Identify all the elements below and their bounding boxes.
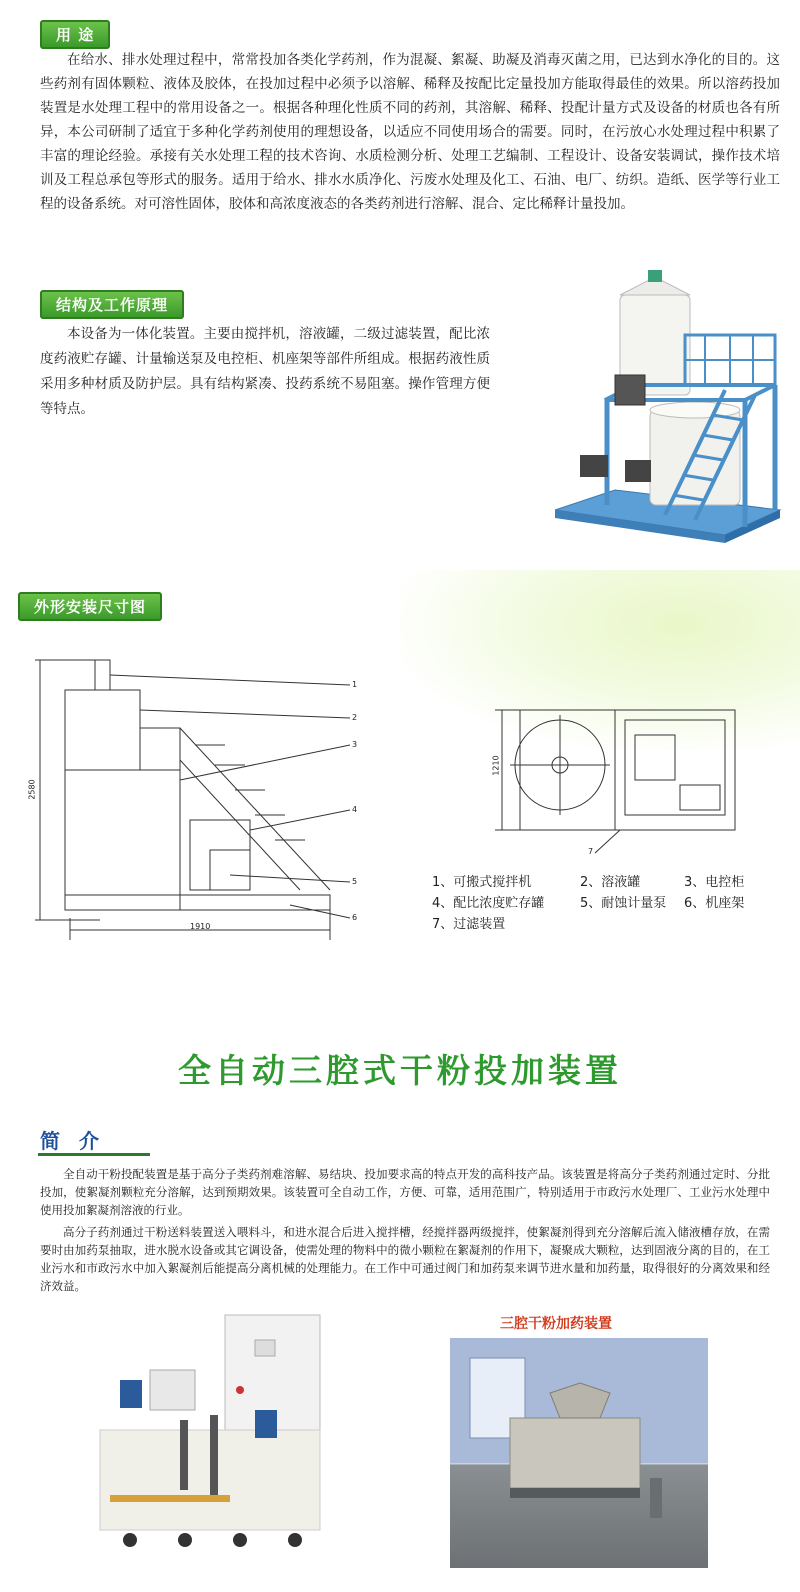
callout-1: 1 xyxy=(352,680,358,689)
three-chamber-unit-photo xyxy=(450,1338,708,1568)
legend-item: 5、耐蚀计量泵 xyxy=(580,896,667,911)
intro-heading: 简 介 xyxy=(40,1129,105,1153)
intro-underline xyxy=(38,1153,150,1156)
legend-item: 3、电控柜 xyxy=(684,875,745,890)
callout-5: 5 xyxy=(352,877,358,886)
structure-paragraph xyxy=(40,322,490,422)
section-tag-structure: 结构及工作原理 xyxy=(40,290,184,319)
usage-text: 在给水、排水处理过程中，常常投加各类化学药剂，作为混凝、絮凝、助凝及消毒灭菌之用，已达到水净化的目的。这些药剂有固体颗粒、液体及胶体，在投加过程中必须予以溶解、稀释及按配比定量投加方能取得最佳的效果。所以溶药投加装置是水处理工程中的常用设备之一。根据各种理化性质不同的药剂，其溶解、稀释、投配计量方式及设备的材质也各有所异，本公司研制了适宜于多种化学药剂使用的理想设备，以适应不同使用场合的需要。同时，在污放心水处理过程中积累了丰富的理论经验。承接有关水处理工程的技术咨询、水质检测分析、处理工艺编制、工程设计、设备安装调试，操作技术培训及工程总承包等形式的服务。适用于给水、排水水质净化、污废水处理及化工、石油、电厂、纺织。造纸、医学等行业工程的设备系统。对可溶性固体，胶体和高浓度液态的各类药剂进行溶解、混合、定比稀释计量投加。 xyxy=(40,52,780,212)
intro-body xyxy=(40,1165,770,1299)
legend-row xyxy=(432,893,744,914)
intro-paragraph-1: 全自动干粉投配装置是基于高分子类药剂难溶解、易结块、投加要求高的特点开发的高科技产品。该装置是将高分子类药剂通过定时、分批投加，使絮凝剂颗粒充分溶解，达到预期效果。该装置可全自动工作，方便、可靠，适用范围广，特别适用于市政污水处理厂、工业污水处理中使用投加絮凝剂溶液的行业。 xyxy=(40,1167,770,1217)
dim-plan-label: 1210 xyxy=(491,755,501,776)
callout-3: 3 xyxy=(352,740,358,749)
legend-row xyxy=(432,872,744,893)
section-tag-usage: 用 途 xyxy=(40,20,110,49)
dim-width-label: 1910 xyxy=(190,922,211,931)
legend-row xyxy=(432,914,744,935)
callout-6: 6 xyxy=(352,913,358,922)
dim-height-label: 2580 xyxy=(27,779,37,800)
usage-paragraph xyxy=(40,48,780,216)
callout-7: 7 xyxy=(588,847,594,856)
intro-paragraph-2: 高分子药剂通过干粉送料装置送入喂料斗，和进水混合后进入搅拌槽，经搅拌器两级搅拌，使絮凝剂得到充分溶解后流入储液槽存放，在需要时由加药泵抽取，进水脱水设备或其它调设备，使需处理的物料中的微小颗粒在絮凝剂的作用下，凝聚成大颗粒，达到固液分离的目的，在工业污水和市政污水中加入絮凝剂后能提高分离机械的处理能力。在工作中可通过阀门和加药泵来调节进水量和加药量，取得很好的分离效果和经济效益。 xyxy=(40,1225,770,1293)
callout-4: 4 xyxy=(352,805,358,814)
dosing-unit-photo xyxy=(90,1310,350,1570)
section-tag-dimensions: 外形安装尺寸图 xyxy=(18,592,162,621)
legend-item: 2、溶液罐 xyxy=(580,875,641,890)
plan-drawing xyxy=(490,695,750,865)
legend-item: 1、可搬式搅拌机 xyxy=(432,875,532,890)
legend-item: 6、机座架 xyxy=(684,896,745,911)
legend-item: 7、过滤装置 xyxy=(432,917,506,932)
legend-item: 4、配比浓度贮存罐 xyxy=(432,896,545,911)
dosing-equipment-photo xyxy=(545,265,785,545)
structure-text: 本设备为一体化装置。主要由搅拌机，溶液罐，二级过滤装置，配比浓度药液贮存罐、计量输送泵及电控柜、机座架等部件所组成。根据药液性质采用多种材质及防护层。具有结构紧凑、投药系统不易阻塞。操作管理方便等特点。 xyxy=(40,326,490,417)
callout-2: 2 xyxy=(352,713,358,722)
product-title: 全自动三腔式干粉投加装置 xyxy=(178,1051,622,1090)
photo-title: 三腔干粉加药装置 xyxy=(500,1316,612,1332)
elevation-drawing xyxy=(27,650,390,950)
drawing-legend xyxy=(432,872,744,935)
